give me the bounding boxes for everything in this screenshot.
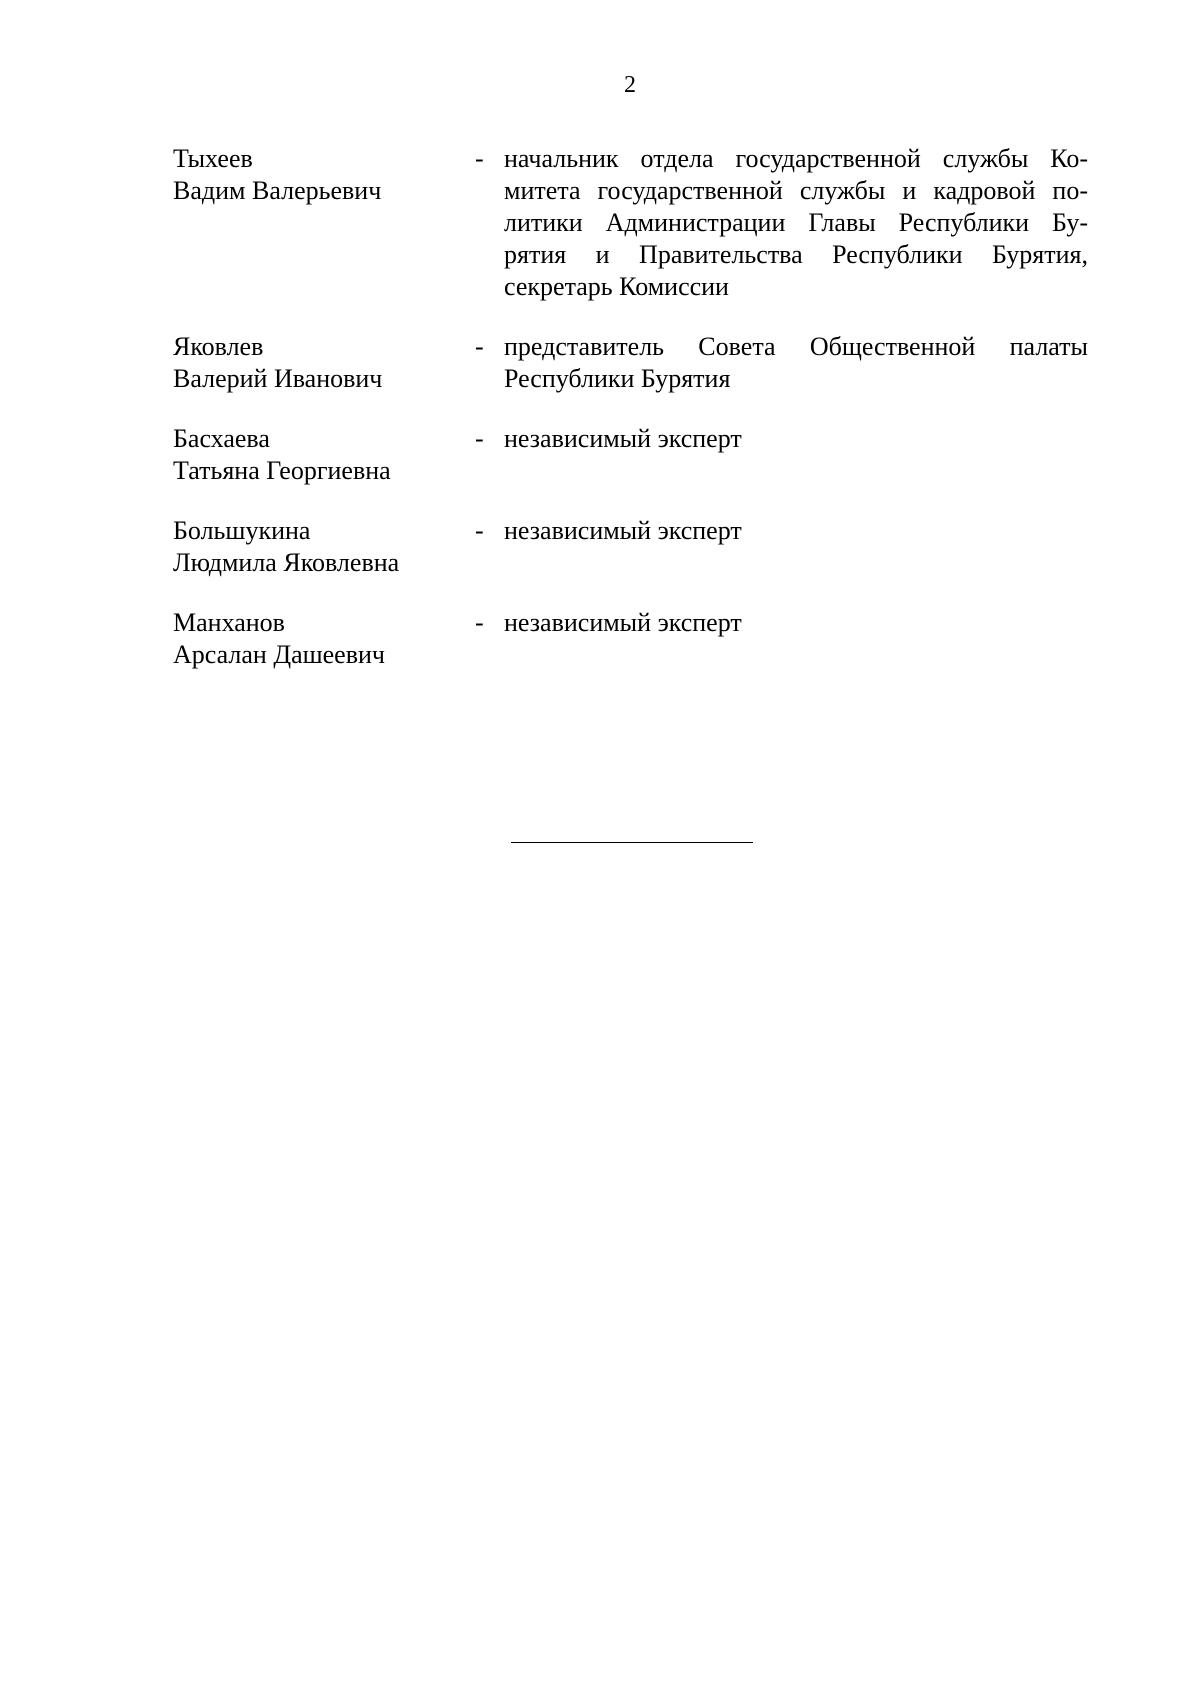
end-of-list-rule [511,842,753,843]
member-role-line: начальник отдела государственной службы Ко- [504,144,1088,173]
member-role [504,331,1088,395]
member-entry [173,331,1088,395]
member-role-line: представитель Совета Общественной палаты [504,332,1088,361]
member-role-line: литики Администрации Главы Республики Бу- [504,208,1088,237]
member-name [173,143,475,207]
member-role-line: секретарь Комиссии [504,272,729,301]
page-number: 2 [624,72,636,98]
member-given-names: Людмила Яковлевна [173,548,400,577]
member-entry [173,607,1088,671]
member-role-line: независимый эксперт [504,608,742,637]
member-dash: - [475,608,484,637]
member-role-line: независимый эксперт [504,516,742,545]
member-role-line: независимый эксперт [504,424,742,453]
member-role [504,143,1088,303]
member-given-names: Валерий Иванович [173,364,383,393]
member-dash: - [475,424,484,453]
member-entry [173,423,1088,487]
member-given-names: Арсалан Дашеевич [173,640,385,669]
member-surname: Большукина [173,516,311,545]
member-role-line: рятия и Правительства Республики Бурятия, [504,240,1088,269]
member-name [173,423,475,487]
member-dash: - [475,144,484,173]
member-role [504,515,1088,547]
member-name [173,607,475,671]
member-role [504,607,1088,639]
commission-members-list [173,143,1088,699]
member-name [173,331,475,395]
member-role-line: митета государственной службы и кадровой по- [504,176,1088,205]
member-surname: Тыхеев [173,144,253,173]
member-role [504,423,1088,455]
member-given-names: Татьяна Георгиевна [173,456,391,485]
member-role-line: Республики Бурятия [504,364,731,393]
member-surname: Яковлев [173,332,264,361]
member-given-names: Вадим Валерьевич [173,176,382,205]
member-entry [173,143,1088,303]
member-surname: Басхаева [173,424,270,453]
member-dash: - [475,332,484,361]
member-surname: Манханов [173,608,285,637]
member-dash: - [475,516,484,545]
member-name [173,515,475,579]
member-entry [173,515,1088,579]
